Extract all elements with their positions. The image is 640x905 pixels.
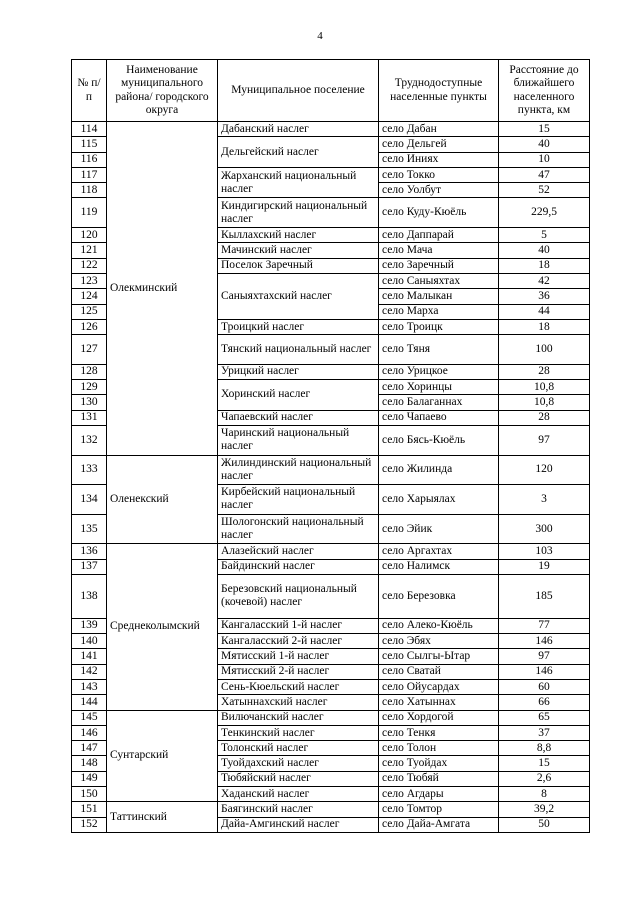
settlement-cell: Хатыннахский наслег bbox=[218, 695, 379, 710]
locality-cell: село Заречный bbox=[379, 258, 499, 273]
distance-cell: 60 bbox=[499, 679, 590, 694]
district-cell: Оленекский bbox=[107, 455, 218, 544]
locality-cell: село Березовка bbox=[379, 574, 499, 618]
row-number-cell: 140 bbox=[72, 634, 107, 649]
locality-cell: село Туойдах bbox=[379, 756, 499, 771]
distance-cell: 47 bbox=[499, 167, 590, 182]
settlement-cell: Шологонский национальный наслег bbox=[218, 514, 379, 544]
locality-cell: село Сватай bbox=[379, 664, 499, 679]
settlement-cell: Кирбейский национальный наслег bbox=[218, 485, 379, 515]
row-number-cell: 135 bbox=[72, 514, 107, 544]
locality-cell: село Малыкан bbox=[379, 289, 499, 304]
locality-cell: село Чапаево bbox=[379, 410, 499, 425]
row-number-cell: 126 bbox=[72, 319, 107, 334]
row-number-cell: 124 bbox=[72, 289, 107, 304]
row-number-cell: 148 bbox=[72, 756, 107, 771]
row-number-cell: 146 bbox=[72, 725, 107, 740]
distance-cell: 10,8 bbox=[499, 395, 590, 410]
distance-cell: 120 bbox=[499, 455, 590, 485]
distance-cell: 100 bbox=[499, 335, 590, 365]
row-number-cell: 132 bbox=[72, 425, 107, 455]
row-number-cell: 136 bbox=[72, 544, 107, 559]
settlement-cell: Вилючанский наслег bbox=[218, 710, 379, 725]
locality-cell: село Иниях bbox=[379, 152, 499, 167]
distance-cell: 97 bbox=[499, 425, 590, 455]
distance-cell: 18 bbox=[499, 319, 590, 334]
distance-cell: 40 bbox=[499, 243, 590, 258]
locality-cell: село Даппарай bbox=[379, 228, 499, 243]
settlement-cell: Мачинский наслег bbox=[218, 243, 379, 258]
distance-cell: 28 bbox=[499, 410, 590, 425]
row-number-cell: 139 bbox=[72, 618, 107, 633]
district-cell: Сунтарский bbox=[107, 710, 218, 802]
settlement-cell: Березовский национальный (кочевой) наслег bbox=[218, 574, 379, 618]
row-number-cell: 141 bbox=[72, 649, 107, 664]
row-number-cell: 118 bbox=[72, 183, 107, 198]
locality-cell: село Тяня bbox=[379, 335, 499, 365]
row-number-cell: 123 bbox=[72, 273, 107, 288]
locality-cell: село Урицкое bbox=[379, 364, 499, 379]
table-row bbox=[72, 544, 590, 559]
settlement-cell: Поселок Заречный bbox=[218, 258, 379, 273]
row-number-cell: 122 bbox=[72, 258, 107, 273]
row-number-cell: 152 bbox=[72, 817, 107, 832]
distance-cell: 3 bbox=[499, 485, 590, 515]
header-num: № п/п bbox=[72, 60, 107, 122]
district-cell: Олекминский bbox=[107, 122, 218, 456]
row-number-cell: 137 bbox=[72, 559, 107, 574]
district-cell: Таттинский bbox=[107, 802, 218, 833]
row-number-cell: 143 bbox=[72, 679, 107, 694]
row-number-cell: 121 bbox=[72, 243, 107, 258]
header-row bbox=[72, 60, 590, 122]
row-number-cell: 116 bbox=[72, 152, 107, 167]
distance-cell: 8 bbox=[499, 787, 590, 802]
row-number-cell: 151 bbox=[72, 802, 107, 817]
distance-cell: 97 bbox=[499, 649, 590, 664]
row-number-cell: 119 bbox=[72, 198, 107, 228]
locality-cell: село Харыялах bbox=[379, 485, 499, 515]
row-number-cell: 130 bbox=[72, 395, 107, 410]
row-number-cell: 117 bbox=[72, 167, 107, 182]
settlement-cell: Кангаласский 1-й наслег bbox=[218, 618, 379, 633]
distance-cell: 15 bbox=[499, 756, 590, 771]
locality-cell: село Дельгей bbox=[379, 137, 499, 152]
row-number-cell: 131 bbox=[72, 410, 107, 425]
settlement-cell: Мятисский 1-й наслег bbox=[218, 649, 379, 664]
header-distance: Расстояние до ближайшего населенного пункта, км bbox=[499, 60, 590, 122]
locality-cell: село Мача bbox=[379, 243, 499, 258]
locality-cell: село Хатыннах bbox=[379, 695, 499, 710]
distance-cell: 300 bbox=[499, 514, 590, 544]
locality-cell: село Ойусардах bbox=[379, 679, 499, 694]
row-number-cell: 142 bbox=[72, 664, 107, 679]
table-row bbox=[72, 802, 590, 817]
row-number-cell: 129 bbox=[72, 380, 107, 395]
distance-cell: 39,2 bbox=[499, 802, 590, 817]
settlement-cell: Чапаевский наслег bbox=[218, 410, 379, 425]
row-number-cell: 134 bbox=[72, 485, 107, 515]
row-number-cell: 145 bbox=[72, 710, 107, 725]
settlement-cell: Тянский национальный наслег bbox=[218, 335, 379, 365]
header-locality: Труднодоступные населенные пункты bbox=[379, 60, 499, 122]
locality-cell: село Куду-Кюёль bbox=[379, 198, 499, 228]
settlement-cell: Чаринский национальный наслег bbox=[218, 425, 379, 455]
locality-cell: село Тюбяй bbox=[379, 771, 499, 786]
row-number-cell: 114 bbox=[72, 122, 107, 137]
locality-cell: село Саныяхтах bbox=[379, 273, 499, 288]
locality-cell: село Балаганнах bbox=[379, 395, 499, 410]
header-district: Наименование муниципального района/ городского округа bbox=[107, 60, 218, 122]
locality-cell: село Агдары bbox=[379, 787, 499, 802]
distance-cell: 18 bbox=[499, 258, 590, 273]
row-number-cell: 128 bbox=[72, 364, 107, 379]
settlement-cell: Толонский наслег bbox=[218, 741, 379, 756]
row-number-cell: 138 bbox=[72, 574, 107, 618]
row-number-cell: 147 bbox=[72, 741, 107, 756]
settlement-cell: Байдинский наслег bbox=[218, 559, 379, 574]
distance-cell: 40 bbox=[499, 137, 590, 152]
locality-cell: село Эйик bbox=[379, 514, 499, 544]
row-number-cell: 149 bbox=[72, 771, 107, 786]
distance-cell: 77 bbox=[499, 618, 590, 633]
distance-cell: 146 bbox=[499, 664, 590, 679]
locality-cell: село Алеко-Кюёль bbox=[379, 618, 499, 633]
settlement-cell: Дельгейский наслег bbox=[218, 137, 379, 168]
settlement-cell: Мятисский 2-й наслег bbox=[218, 664, 379, 679]
table-header bbox=[72, 60, 590, 122]
row-number-cell: 115 bbox=[72, 137, 107, 152]
distance-cell: 50 bbox=[499, 817, 590, 832]
table-body bbox=[72, 122, 590, 833]
locality-cell: село Налимск bbox=[379, 559, 499, 574]
row-number-cell: 125 bbox=[72, 304, 107, 319]
page-number: 4 bbox=[317, 30, 323, 42]
locality-cell: село Токко bbox=[379, 167, 499, 182]
locality-cell: село Марха bbox=[379, 304, 499, 319]
distance-cell: 42 bbox=[499, 273, 590, 288]
distance-cell: 66 bbox=[499, 695, 590, 710]
locality-cell: село Хордогой bbox=[379, 710, 499, 725]
distance-cell: 28 bbox=[499, 364, 590, 379]
locality-cell: село Дайа-Амгата bbox=[379, 817, 499, 832]
localities-table bbox=[71, 59, 590, 833]
locality-cell: село Троицк bbox=[379, 319, 499, 334]
row-number-cell: 133 bbox=[72, 455, 107, 485]
locality-cell: село Сылгы-Ытар bbox=[379, 649, 499, 664]
distance-cell: 8,8 bbox=[499, 741, 590, 756]
settlement-cell: Туойдахский наслег bbox=[218, 756, 379, 771]
district-cell: Среднеколымский bbox=[107, 544, 218, 710]
distance-cell: 229,5 bbox=[499, 198, 590, 228]
settlement-cell: Жилиндинский национальный наслег bbox=[218, 455, 379, 485]
settlement-cell: Дайа-Амгинский наслег bbox=[218, 817, 379, 832]
settlement-cell: Жарханский национальный наслег bbox=[218, 167, 379, 198]
row-number-cell: 127 bbox=[72, 335, 107, 365]
distance-cell: 65 bbox=[499, 710, 590, 725]
locality-cell: село Хоринцы bbox=[379, 380, 499, 395]
settlement-cell: Саныяхтахский наслег bbox=[218, 273, 379, 319]
row-number-cell: 120 bbox=[72, 228, 107, 243]
settlement-cell: Троицкий наслег bbox=[218, 319, 379, 334]
settlement-cell: Хоринский наслег bbox=[218, 380, 379, 411]
distance-cell: 103 bbox=[499, 544, 590, 559]
distance-cell: 10 bbox=[499, 152, 590, 167]
settlement-cell: Дабанский наслег bbox=[218, 122, 379, 137]
locality-cell: село Бясь-Кюёль bbox=[379, 425, 499, 455]
distance-cell: 19 bbox=[499, 559, 590, 574]
settlement-cell: Хаданский наслег bbox=[218, 787, 379, 802]
distance-cell: 15 bbox=[499, 122, 590, 137]
distance-cell: 2,6 bbox=[499, 771, 590, 786]
locality-cell: село Толон bbox=[379, 741, 499, 756]
settlement-cell: Урицкий наслег bbox=[218, 364, 379, 379]
settlement-cell: Тюбяйский наслег bbox=[218, 771, 379, 786]
distance-cell: 37 bbox=[499, 725, 590, 740]
header-settlement: Муниципальное поселение bbox=[218, 60, 379, 122]
locality-cell: село Жилинда bbox=[379, 455, 499, 485]
settlement-cell: Алазейский наслег bbox=[218, 544, 379, 559]
row-number-cell: 150 bbox=[72, 787, 107, 802]
row-number-cell: 144 bbox=[72, 695, 107, 710]
table-row bbox=[72, 710, 590, 725]
distance-cell: 44 bbox=[499, 304, 590, 319]
locality-cell: село Аргахтах bbox=[379, 544, 499, 559]
table-row bbox=[72, 455, 590, 485]
distance-cell: 5 bbox=[499, 228, 590, 243]
locality-cell: село Тенкя bbox=[379, 725, 499, 740]
locality-cell: село Томтор bbox=[379, 802, 499, 817]
settlement-cell: Сень-Кюельский наслег bbox=[218, 679, 379, 694]
distance-cell: 185 bbox=[499, 574, 590, 618]
table-row bbox=[72, 122, 590, 137]
settlement-cell: Кангаласский 2-й наслег bbox=[218, 634, 379, 649]
distance-cell: 52 bbox=[499, 183, 590, 198]
distance-cell: 10,8 bbox=[499, 380, 590, 395]
settlement-cell: Тенкинский наслег bbox=[218, 725, 379, 740]
locality-cell: село Дабан bbox=[379, 122, 499, 137]
settlement-cell: Киндигирский национальный наслег bbox=[218, 198, 379, 228]
settlement-cell: Кыллахский наслег bbox=[218, 228, 379, 243]
locality-cell: село Эбях bbox=[379, 634, 499, 649]
distance-cell: 146 bbox=[499, 634, 590, 649]
locality-cell: село Уолбут bbox=[379, 183, 499, 198]
distance-cell: 36 bbox=[499, 289, 590, 304]
settlement-cell: Баягинский наслег bbox=[218, 802, 379, 817]
